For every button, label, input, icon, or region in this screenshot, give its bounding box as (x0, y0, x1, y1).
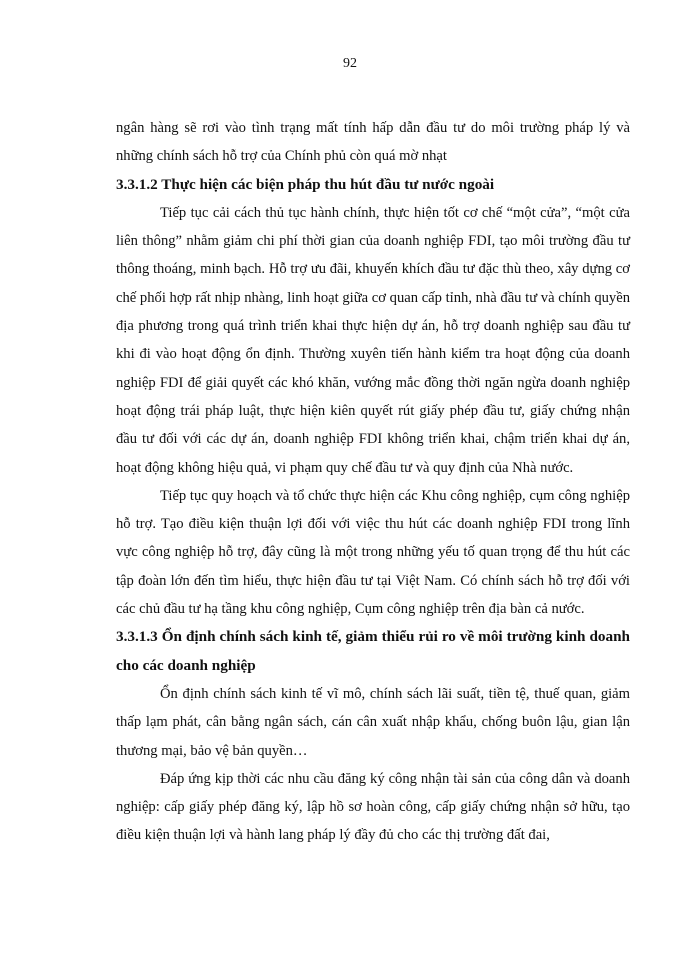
paragraph-asset-registration: Đáp ứng kịp thời các nhu cầu đăng ký công nhận tài sản của công dân và doanh nghiệp: cấp giấy phép đăng ký, lập hồ sơ hoàn công, cấp giấy chứng nhận sở hữu, tạo điều kiện thuận lợi và hành lang pháp lý đầy đủ cho các thị trường đất đai, (116, 770, 630, 844)
paragraph-intro: ngân hàng sẽ rơi vào tình trạng mất tính hấp dẫn đầu tư do môi trường pháp lý và những chính sách hỗ trợ của Chính phủ còn quá mờ nhạt (116, 120, 630, 165)
paragraph-macro-policy: Ổn định chính sách kinh tế vĩ mô, chính sách lãi suất, tiền tệ, thuế quan, giảm thấp lạm phát, cân bằng ngân sách, cán cân xuất nhập khẩu, chống buôn lậu, gian lận thương mại, bảo vệ bản quyền… (116, 685, 630, 759)
paragraph-industrial-zones: Tiếp tục quy hoạch và tổ chức thực hiện các Khu công nghiệp, cụm công nghiệp hỗ trợ. Tạo điều kiện thuận lợi đối với việc thu hút các doanh nghiệp FDI trong lĩnh vực công nghiệp hỗ trợ, đây cũng là một trong những yếu tố quan trọng để thu hút các tập đoàn lớn đến tìm hiểu, thực hiện đầu tư tại Việt Nam. Có chính sách hỗ trợ đối với các chủ đầu tư hạ tầng khu công nghiệp, Cụm công nghiệp trên địa bàn cả nước. (116, 487, 630, 618)
document-body (116, 114, 630, 850)
section-heading-3-3-1-3: 3.3.1.3 Ổn định chính sách kinh tế, giảm thiểu rủi ro về môi trường kinh doanh cho các doanh nghiệp (116, 628, 630, 674)
paragraph-administrative-reform: Tiếp tục cải cách thủ tục hành chính, thực hiện tốt cơ chế “một cửa”, “một cửa liên thông” nhằm giảm chi phí thời gian của doanh nghiệp FDI, tạo môi trường đầu tư thông thoáng, minh bạch. Hỗ trợ ưu đãi, khuyến khích đầu tư đặc thù theo, xây dựng cơ chế phối hợp rất nhịp nhàng, linh hoạt giữa cơ quan cấp tỉnh, nhà đầu tư và chính quyền địa phương trong quá trình triển khai thực hiện dự án, hỗ trợ doanh nghiệp sau đầu tư khi đi vào hoạt động ổn định. Thường xuyên tiến hành kiểm tra hoạt động của doanh nghiệp FDI để giải quyết các khó khăn, vướng mắc đồng thời ngăn ngừa doanh nghiệp hoạt động trái pháp luật, thực hiện kiên quyết rút giấy phép đầu tư, giấy chứng nhận đầu tư đối với các dự án, doanh nghiệp FDI không triển khai, chậm triển khai dự án, hoạt động không hiệu quả, vi phạm quy chế đầu tư và quy định của Nhà nước. (116, 204, 630, 476)
page-number: 92 (343, 56, 357, 71)
section-heading-3-3-1-2: 3.3.1.2 Thực hiện các biện pháp thu hút đầu tư nước ngoài (116, 175, 495, 193)
